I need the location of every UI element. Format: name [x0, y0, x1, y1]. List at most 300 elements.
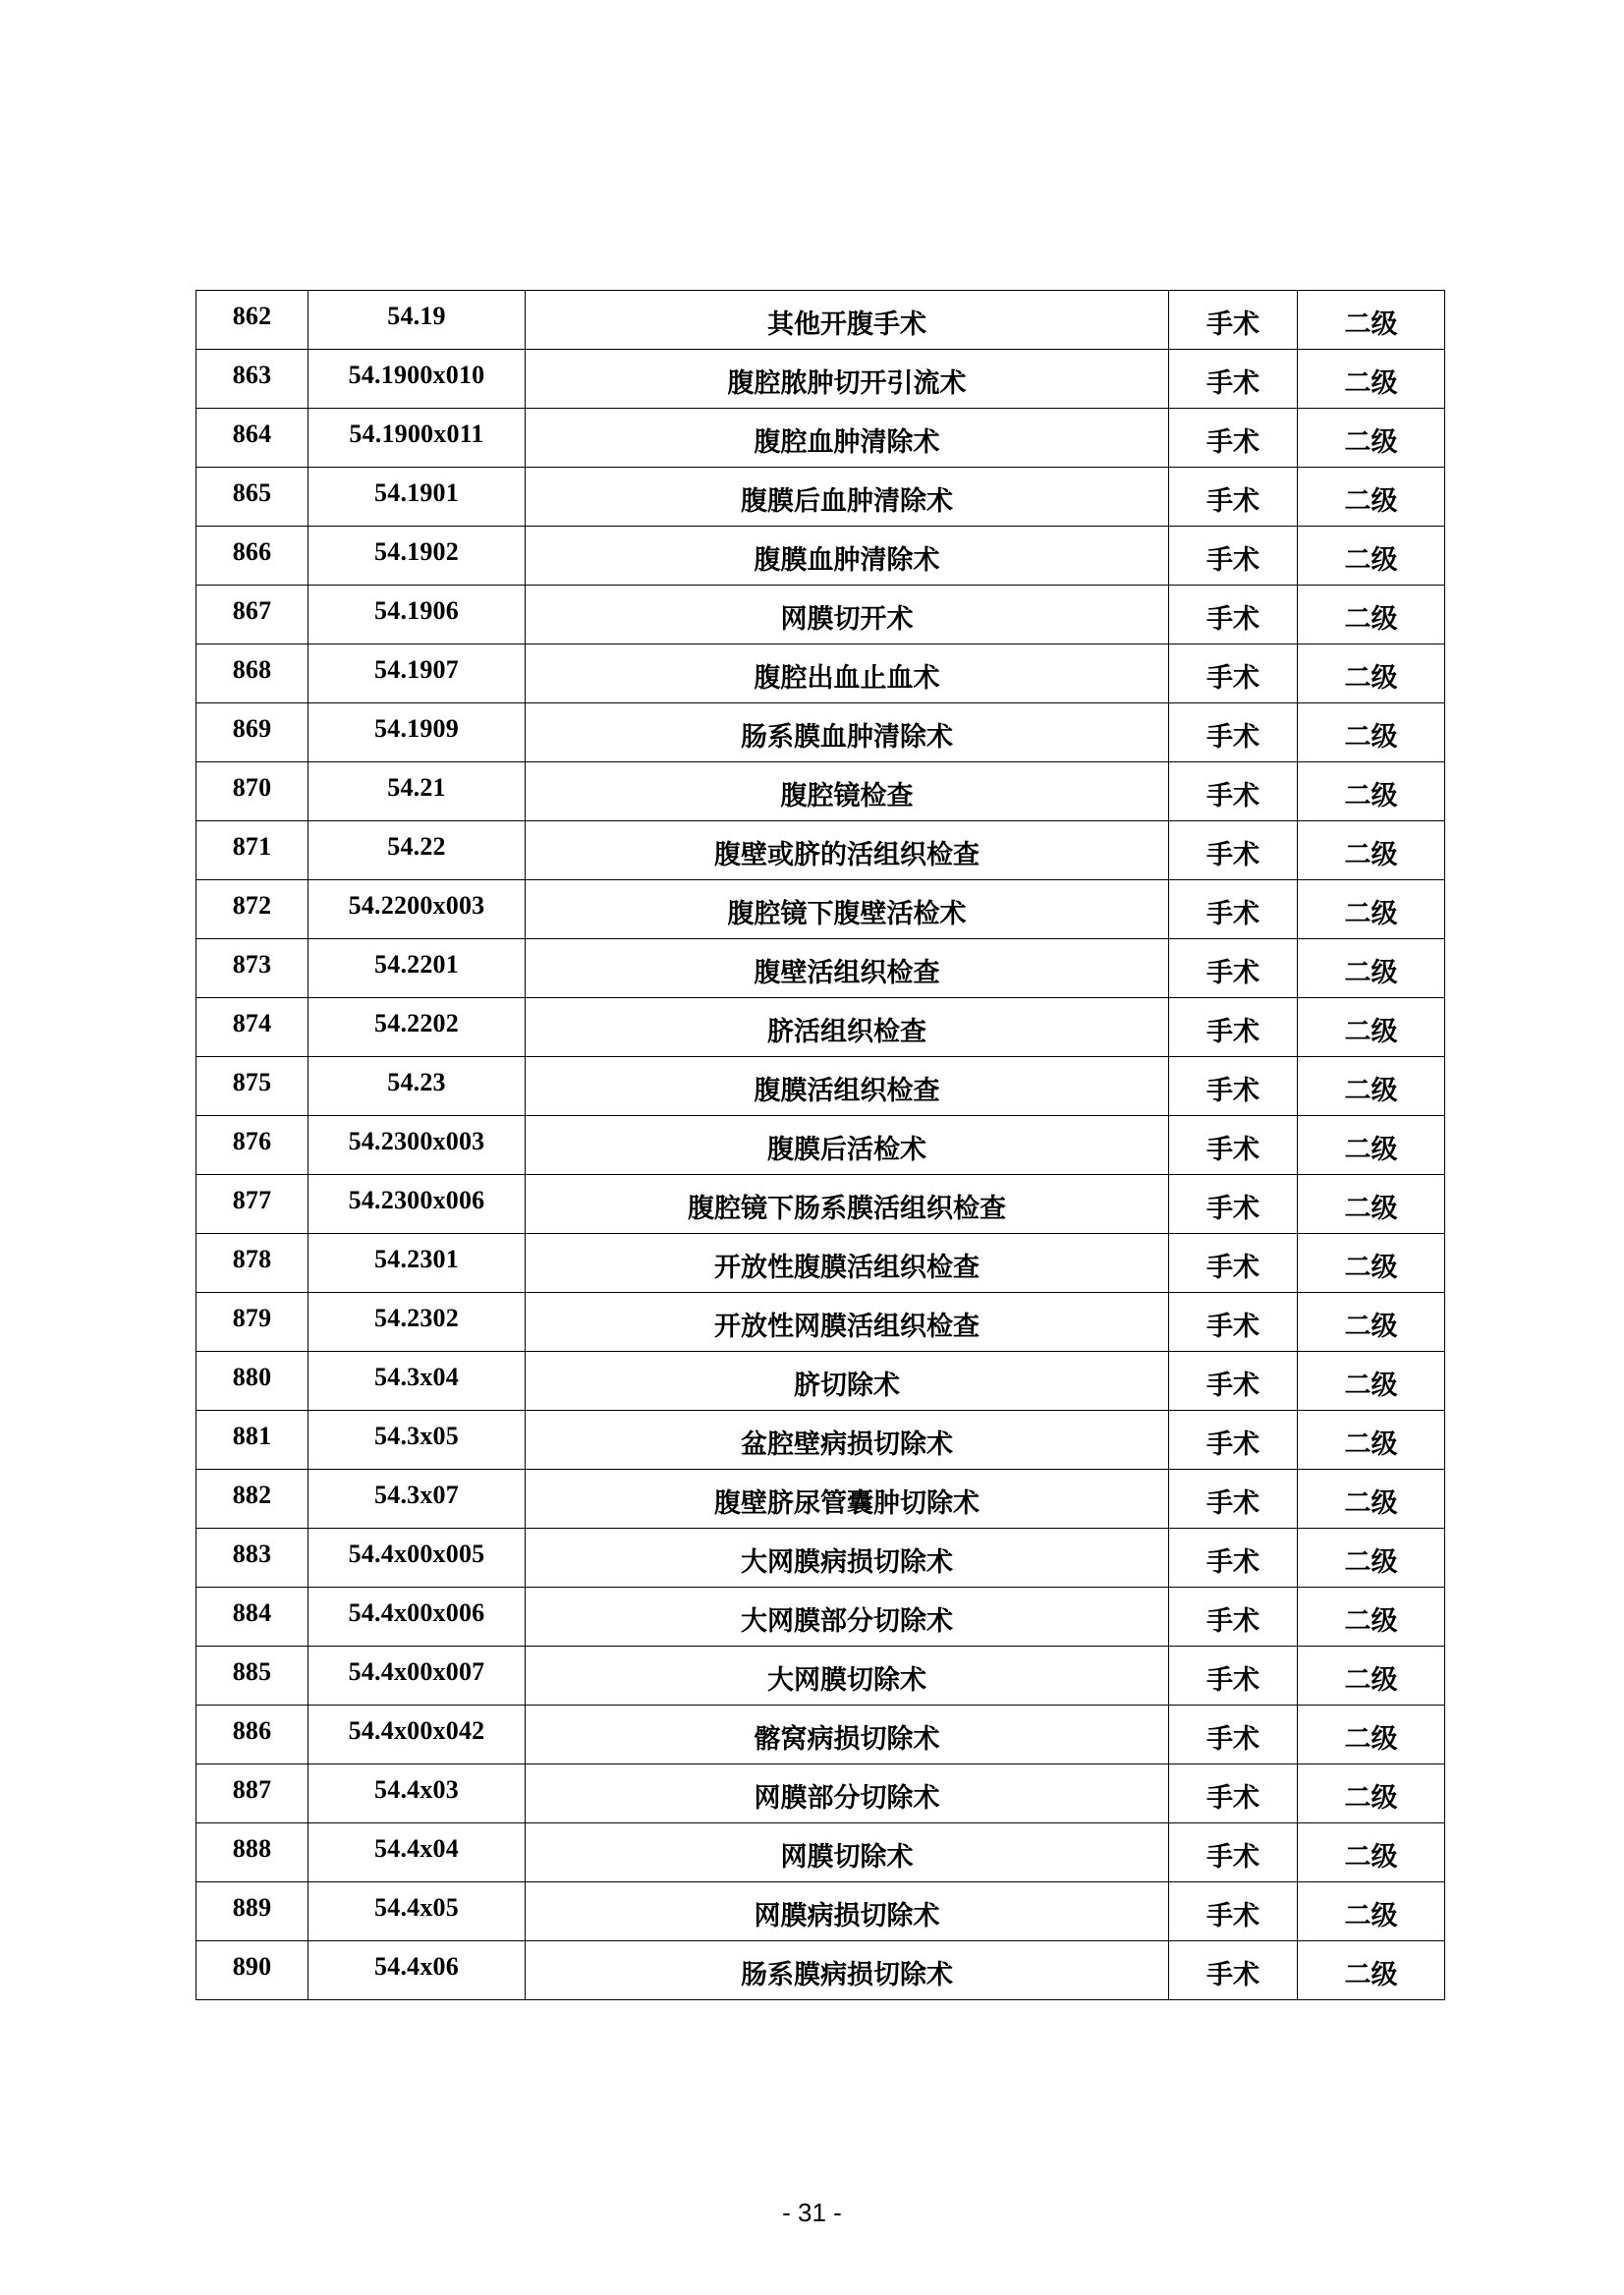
- row-level-cell: [1298, 1764, 1445, 1823]
- row-category-cell: [1169, 1411, 1298, 1470]
- row-category: 手术: [1206, 1960, 1260, 1990]
- row-level: 二级: [1344, 1488, 1398, 1519]
- row-level: 二级: [1344, 1429, 1398, 1460]
- row-seq-number: 862: [232, 301, 272, 330]
- row-category-cell: [1169, 1175, 1298, 1234]
- row-procedure-name: 腹腔镜下肠系膜活组织检查: [688, 1194, 1006, 1224]
- row-seq-number-cell: [196, 1764, 308, 1823]
- row-level-cell: [1298, 1116, 1445, 1175]
- row-procedure-code-cell: [308, 1411, 526, 1470]
- row-seq-number-cell: [196, 1057, 308, 1116]
- row-procedure-name: 腹壁或脐的活组织检查: [714, 840, 980, 870]
- table-row: [196, 762, 1445, 821]
- row-procedure-name-cell: [526, 1352, 1169, 1411]
- row-procedure-code-cell: [308, 1234, 526, 1293]
- row-seq-number: 880: [232, 1362, 272, 1391]
- row-level: 二级: [1344, 1842, 1398, 1873]
- row-category: 手术: [1206, 1253, 1260, 1283]
- row-procedure-code-cell: [308, 468, 526, 527]
- row-category-cell: [1169, 291, 1298, 350]
- row-procedure-code-cell: [308, 762, 526, 821]
- row-seq-number-cell: [196, 1234, 308, 1293]
- row-procedure-code: 54.21: [387, 772, 446, 802]
- row-procedure-code-cell: [308, 939, 526, 998]
- row-category: 手术: [1206, 1783, 1260, 1814]
- table-row: [196, 939, 1445, 998]
- row-procedure-name-cell: [526, 1411, 1169, 1470]
- table-row: [196, 291, 1445, 350]
- row-level: 二级: [1344, 1253, 1398, 1283]
- row-level-cell: [1298, 1057, 1445, 1116]
- row-level: 二级: [1344, 1017, 1398, 1047]
- row-seq-number: 887: [232, 1774, 272, 1804]
- row-procedure-code-cell: [308, 586, 526, 644]
- row-seq-number: 866: [232, 536, 272, 566]
- row-procedure-code: 54.1909: [374, 713, 459, 743]
- table-row: [196, 1529, 1445, 1588]
- row-level: 二级: [1344, 368, 1398, 399]
- table-row: [196, 1588, 1445, 1647]
- row-level-cell: [1298, 1470, 1445, 1529]
- row-procedure-code-cell: [308, 1352, 526, 1411]
- row-seq-number-cell: [196, 880, 308, 939]
- row-category: 手术: [1206, 663, 1260, 694]
- row-procedure-name-cell: [526, 409, 1169, 468]
- row-level-cell: [1298, 1293, 1445, 1352]
- table-row: [196, 821, 1445, 880]
- row-category: 手术: [1206, 840, 1260, 870]
- row-procedure-name-cell: [526, 527, 1169, 586]
- row-procedure-code: 54.2302: [374, 1303, 459, 1332]
- row-seq-number: 871: [232, 831, 272, 861]
- row-procedure-code-cell: [308, 1175, 526, 1234]
- row-procedure-name: 脐活组织检查: [767, 1017, 926, 1047]
- row-procedure-name: 髂窝病损切除术: [754, 1724, 940, 1755]
- row-category-cell: [1169, 350, 1298, 409]
- row-procedure-name-cell: [526, 644, 1169, 703]
- row-seq-number-cell: [196, 1588, 308, 1647]
- row-procedure-code: 54.22: [387, 831, 446, 861]
- row-level: 二级: [1344, 840, 1398, 870]
- row-seq-number-cell: [196, 1352, 308, 1411]
- row-category-cell: [1169, 1529, 1298, 1588]
- row-procedure-code: 54.2200x003: [348, 890, 485, 920]
- row-procedure-name-cell: [526, 1116, 1169, 1175]
- table-row: [196, 703, 1445, 762]
- row-procedure-name: 网膜切开术: [780, 604, 914, 635]
- table-row: [196, 527, 1445, 586]
- row-procedure-name: 其他开腹手术: [767, 309, 926, 340]
- row-procedure-name-cell: [526, 468, 1169, 527]
- row-seq-number-cell: [196, 468, 308, 527]
- row-procedure-code-cell: [308, 703, 526, 762]
- row-procedure-code: 54.4x00x042: [348, 1715, 485, 1745]
- row-procedure-name: 腹膜后血肿清除术: [741, 486, 953, 517]
- row-procedure-name-cell: [526, 586, 1169, 644]
- row-procedure-name: 腹腔镜下腹壁活检术: [727, 899, 967, 929]
- row-category: 手术: [1206, 1194, 1260, 1224]
- row-level-cell: [1298, 527, 1445, 586]
- row-level: 二级: [1344, 1783, 1398, 1814]
- row-category-cell: [1169, 1234, 1298, 1293]
- row-seq-number: 888: [232, 1833, 272, 1863]
- row-level: 二级: [1344, 899, 1398, 929]
- row-procedure-code-cell: [308, 1116, 526, 1175]
- table-row: [196, 1823, 1445, 1882]
- row-procedure-name: 网膜部分切除术: [754, 1783, 940, 1814]
- row-procedure-name: 开放性网膜活组织检查: [714, 1312, 980, 1342]
- row-level-cell: [1298, 1529, 1445, 1588]
- row-procedure-name-cell: [526, 1764, 1169, 1823]
- row-procedure-code: 54.3x04: [374, 1362, 459, 1391]
- row-procedure-name: 腹腔镜检查: [780, 781, 914, 812]
- row-procedure-code-cell: [308, 644, 526, 703]
- row-procedure-code: 54.2202: [374, 1008, 459, 1037]
- row-category: 手术: [1206, 1547, 1260, 1578]
- row-procedure-name-cell: [526, 1588, 1169, 1647]
- row-seq-number: 882: [232, 1480, 272, 1509]
- row-level-cell: [1298, 998, 1445, 1057]
- row-level: 二级: [1344, 1724, 1398, 1755]
- row-seq-number-cell: [196, 998, 308, 1057]
- row-seq-number: 873: [232, 949, 272, 979]
- procedure-table: [196, 290, 1445, 2000]
- row-level: 二级: [1344, 1371, 1398, 1401]
- row-level: 二级: [1344, 1194, 1398, 1224]
- row-seq-number: 863: [232, 360, 272, 389]
- row-procedure-name-cell: [526, 1470, 1169, 1529]
- row-seq-number-cell: [196, 1293, 308, 1352]
- table-row: [196, 1706, 1445, 1764]
- row-category-cell: [1169, 644, 1298, 703]
- row-seq-number: 883: [232, 1539, 272, 1568]
- row-procedure-code: 54.1907: [374, 654, 459, 684]
- row-seq-number-cell: [196, 1706, 308, 1764]
- row-category: 手术: [1206, 1665, 1260, 1696]
- row-procedure-code: 54.2201: [374, 949, 459, 979]
- row-procedure-name-cell: [526, 1706, 1169, 1764]
- table-row: [196, 409, 1445, 468]
- row-procedure-code-cell: [308, 1588, 526, 1647]
- row-level-cell: [1298, 350, 1445, 409]
- row-procedure-code: 54.3x07: [374, 1480, 459, 1509]
- row-seq-number: 867: [232, 595, 272, 625]
- row-category-cell: [1169, 703, 1298, 762]
- table-row: [196, 586, 1445, 644]
- row-seq-number-cell: [196, 644, 308, 703]
- row-category-cell: [1169, 1882, 1298, 1941]
- row-level-cell: [1298, 1588, 1445, 1647]
- row-category: 手术: [1206, 604, 1260, 635]
- row-procedure-name: 肠系膜病损切除术: [741, 1960, 953, 1990]
- row-category-cell: [1169, 586, 1298, 644]
- row-procedure-code: 54.4x05: [374, 1892, 459, 1922]
- row-category: 手术: [1206, 781, 1260, 812]
- row-seq-number: 878: [232, 1244, 272, 1273]
- row-procedure-name-cell: [526, 1175, 1169, 1234]
- row-seq-number-cell: [196, 1470, 308, 1529]
- row-seq-number: 874: [232, 1008, 272, 1037]
- table-row: [196, 1764, 1445, 1823]
- row-procedure-code-cell: [308, 1293, 526, 1352]
- row-procedure-code-cell: [308, 1823, 526, 1882]
- row-procedure-code: 54.1900x010: [348, 360, 485, 389]
- row-seq-number: 879: [232, 1303, 272, 1332]
- row-level: 二级: [1344, 663, 1398, 694]
- row-level-cell: [1298, 409, 1445, 468]
- row-procedure-code: 54.4x00x006: [348, 1597, 485, 1627]
- row-procedure-name-cell: [526, 1234, 1169, 1293]
- row-seq-number: 872: [232, 890, 272, 920]
- procedure-table-body: [196, 291, 1445, 2000]
- row-procedure-name: 网膜病损切除术: [754, 1901, 940, 1931]
- row-level: 二级: [1344, 1547, 1398, 1578]
- row-procedure-name: 腹腔脓肿切开引流术: [727, 368, 967, 399]
- row-procedure-name-cell: [526, 762, 1169, 821]
- row-level: 二级: [1344, 1606, 1398, 1637]
- row-procedure-name: 腹壁活组织检查: [754, 958, 940, 988]
- row-seq-number: 889: [232, 1892, 272, 1922]
- row-procedure-name: 大网膜切除术: [767, 1665, 926, 1696]
- row-procedure-code: 54.2300x003: [348, 1126, 485, 1155]
- row-level-cell: [1298, 1941, 1445, 2000]
- row-level: 二级: [1344, 958, 1398, 988]
- table-row: [196, 350, 1445, 409]
- row-level-cell: [1298, 1175, 1445, 1234]
- row-category-cell: [1169, 821, 1298, 880]
- row-procedure-code: 54.3x05: [374, 1421, 459, 1450]
- row-procedure-name-cell: [526, 1647, 1169, 1706]
- row-procedure-code-cell: [308, 350, 526, 409]
- row-procedure-code: 54.2301: [374, 1244, 459, 1273]
- row-category-cell: [1169, 1823, 1298, 1882]
- row-seq-number: 886: [232, 1715, 272, 1745]
- row-procedure-code: 54.1906: [374, 595, 459, 625]
- row-procedure-name: 腹腔出血止血术: [754, 663, 940, 694]
- row-level-cell: [1298, 586, 1445, 644]
- row-seq-number: 864: [232, 419, 272, 448]
- row-procedure-name: 大网膜病损切除术: [741, 1547, 953, 1578]
- row-category-cell: [1169, 527, 1298, 586]
- row-category-cell: [1169, 1588, 1298, 1647]
- row-procedure-code-cell: [308, 880, 526, 939]
- row-procedure-name-cell: [526, 291, 1169, 350]
- row-seq-number: 884: [232, 1597, 272, 1627]
- row-seq-number: 876: [232, 1126, 272, 1155]
- row-procedure-code: 54.1901: [374, 477, 459, 507]
- row-level: 二级: [1344, 1135, 1398, 1165]
- row-category: 手术: [1206, 309, 1260, 340]
- row-category: 手术: [1206, 1488, 1260, 1519]
- row-seq-number-cell: [196, 1175, 308, 1234]
- table-row: [196, 998, 1445, 1057]
- row-procedure-code: 54.23: [387, 1067, 446, 1096]
- row-seq-number: 890: [232, 1951, 272, 1981]
- row-seq-number: 868: [232, 654, 272, 684]
- row-category: 手术: [1206, 1842, 1260, 1873]
- row-procedure-code-cell: [308, 1941, 526, 2000]
- row-procedure-code: 54.4x00x007: [348, 1656, 485, 1686]
- row-category-cell: [1169, 409, 1298, 468]
- row-category-cell: [1169, 880, 1298, 939]
- row-seq-number-cell: [196, 821, 308, 880]
- row-level-cell: [1298, 468, 1445, 527]
- row-category-cell: [1169, 1057, 1298, 1116]
- row-procedure-name-cell: [526, 703, 1169, 762]
- row-category-cell: [1169, 998, 1298, 1057]
- row-seq-number: 885: [232, 1656, 272, 1686]
- table-row: [196, 1116, 1445, 1175]
- row-category: 手术: [1206, 899, 1260, 929]
- row-level: 二级: [1344, 722, 1398, 753]
- row-seq-number: 875: [232, 1067, 272, 1096]
- row-procedure-code-cell: [308, 1764, 526, 1823]
- row-procedure-code: 54.1900x011: [349, 419, 484, 448]
- row-procedure-name: 腹膜血肿清除术: [754, 545, 940, 576]
- row-procedure-code: 54.4x04: [374, 1833, 459, 1863]
- row-category: 手术: [1206, 1371, 1260, 1401]
- row-category-cell: [1169, 468, 1298, 527]
- table-row: [196, 644, 1445, 703]
- row-procedure-name-cell: [526, 1941, 1169, 2000]
- row-procedure-name-cell: [526, 880, 1169, 939]
- row-category: 手术: [1206, 1901, 1260, 1931]
- row-procedure-name-cell: [526, 1823, 1169, 1882]
- row-level: 二级: [1344, 427, 1398, 458]
- row-procedure-name-cell: [526, 939, 1169, 998]
- row-seq-number: 877: [232, 1185, 272, 1214]
- row-level: 二级: [1344, 486, 1398, 517]
- row-procedure-name: 腹膜后活检术: [767, 1135, 926, 1165]
- row-procedure-code-cell: [308, 1057, 526, 1116]
- row-level: 二级: [1344, 545, 1398, 576]
- row-procedure-code-cell: [308, 1706, 526, 1764]
- row-procedure-code: 54.19: [387, 301, 446, 330]
- row-category-cell: [1169, 1941, 1298, 2000]
- row-seq-number-cell: [196, 1882, 308, 1941]
- row-seq-number-cell: [196, 1411, 308, 1470]
- row-category-cell: [1169, 1116, 1298, 1175]
- row-seq-number: 865: [232, 477, 272, 507]
- row-seq-number: 869: [232, 713, 272, 743]
- table-row: [196, 1647, 1445, 1706]
- row-category: 手术: [1206, 427, 1260, 458]
- row-procedure-code-cell: [308, 1647, 526, 1706]
- row-level-cell: [1298, 1823, 1445, 1882]
- table-row: [196, 1411, 1445, 1470]
- row-seq-number-cell: [196, 291, 308, 350]
- row-category: 手术: [1206, 722, 1260, 753]
- row-procedure-name-cell: [526, 1293, 1169, 1352]
- table-row: [196, 1175, 1445, 1234]
- row-procedure-name-cell: [526, 350, 1169, 409]
- row-category: 手术: [1206, 1017, 1260, 1047]
- row-level: 二级: [1344, 1901, 1398, 1931]
- row-level-cell: [1298, 821, 1445, 880]
- row-category: 手术: [1206, 1429, 1260, 1460]
- page-number: - 31 -: [782, 2198, 842, 2227]
- row-procedure-name-cell: [526, 1529, 1169, 1588]
- row-category-cell: [1169, 1293, 1298, 1352]
- table-row: [196, 1941, 1445, 2000]
- row-level: 二级: [1344, 604, 1398, 635]
- row-procedure-name-cell: [526, 821, 1169, 880]
- row-procedure-code-cell: [308, 1529, 526, 1588]
- row-level-cell: [1298, 644, 1445, 703]
- row-category: 手术: [1206, 958, 1260, 988]
- row-level-cell: [1298, 1706, 1445, 1764]
- row-procedure-code-cell: [308, 821, 526, 880]
- row-procedure-name-cell: [526, 1882, 1169, 1941]
- row-seq-number-cell: [196, 703, 308, 762]
- row-procedure-name: 大网膜部分切除术: [741, 1606, 953, 1637]
- row-seq-number-cell: [196, 527, 308, 586]
- table-row: [196, 880, 1445, 939]
- row-procedure-name: 腹腔血肿清除术: [754, 427, 940, 458]
- row-procedure-code-cell: [308, 409, 526, 468]
- row-procedure-code-cell: [308, 1882, 526, 1941]
- row-procedure-code-cell: [308, 291, 526, 350]
- row-procedure-code: 54.2300x006: [348, 1185, 485, 1214]
- row-level: 二级: [1344, 309, 1398, 340]
- row-procedure-code: 54.4x06: [374, 1951, 459, 1981]
- row-category-cell: [1169, 1706, 1298, 1764]
- row-procedure-name: 腹壁脐尿管囊肿切除术: [714, 1488, 980, 1519]
- row-category-cell: [1169, 939, 1298, 998]
- row-seq-number-cell: [196, 1116, 308, 1175]
- row-procedure-code-cell: [308, 527, 526, 586]
- row-category: 手术: [1206, 1724, 1260, 1755]
- row-category: 手术: [1206, 545, 1260, 576]
- row-seq-number-cell: [196, 409, 308, 468]
- row-procedure-code-cell: [308, 1470, 526, 1529]
- table-row: [196, 468, 1445, 527]
- row-level-cell: [1298, 1234, 1445, 1293]
- table-row: [196, 1352, 1445, 1411]
- row-procedure-code: 54.1902: [374, 536, 459, 566]
- row-level-cell: [1298, 762, 1445, 821]
- row-seq-number: 881: [232, 1421, 272, 1450]
- row-procedure-name: 肠系膜血肿清除术: [741, 722, 953, 753]
- row-level-cell: [1298, 1352, 1445, 1411]
- row-seq-number-cell: [196, 762, 308, 821]
- row-level-cell: [1298, 291, 1445, 350]
- row-category: 手术: [1206, 1135, 1260, 1165]
- row-level-cell: [1298, 703, 1445, 762]
- row-procedure-name: 脐切除术: [794, 1371, 900, 1401]
- row-level-cell: [1298, 880, 1445, 939]
- row-procedure-name-cell: [526, 998, 1169, 1057]
- table-row: [196, 1293, 1445, 1352]
- row-category: 手术: [1206, 486, 1260, 517]
- table-row: [196, 1882, 1445, 1941]
- row-category: 手术: [1206, 1606, 1260, 1637]
- row-level-cell: [1298, 939, 1445, 998]
- row-seq-number-cell: [196, 1823, 308, 1882]
- row-procedure-name: 盆腔壁病损切除术: [741, 1429, 953, 1460]
- row-seq-number-cell: [196, 939, 308, 998]
- row-procedure-code: 54.4x00x005: [348, 1539, 485, 1568]
- row-category: 手术: [1206, 368, 1260, 399]
- table-row: [196, 1234, 1445, 1293]
- row-level: 二级: [1344, 781, 1398, 812]
- row-procedure-code: 54.4x03: [374, 1774, 459, 1804]
- row-level: 二级: [1344, 1960, 1398, 1990]
- row-procedure-name-cell: [526, 1057, 1169, 1116]
- row-seq-number-cell: [196, 586, 308, 644]
- row-level-cell: [1298, 1647, 1445, 1706]
- row-seq-number-cell: [196, 1941, 308, 2000]
